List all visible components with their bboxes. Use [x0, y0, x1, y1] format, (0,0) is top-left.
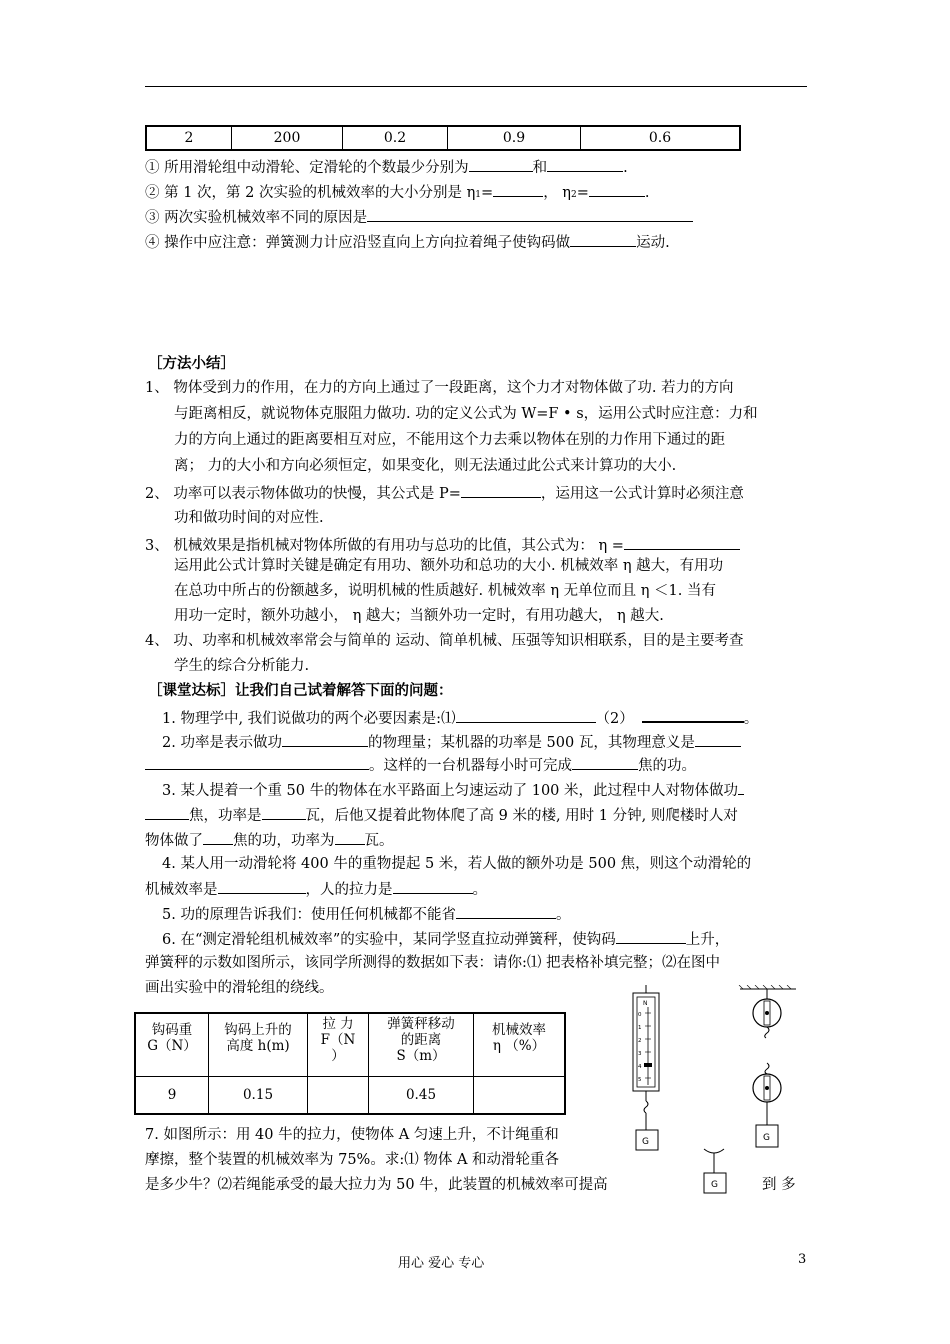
experiment-table-1 [145, 125, 741, 151]
blank[interactable] [616, 928, 686, 944]
table-cell: 2 [146, 126, 232, 150]
movable-pulley-icon [753, 1063, 781, 1147]
blank[interactable] [367, 206, 693, 222]
exercise-7-tail: 到 多 [762, 1177, 796, 1193]
blank[interactable] [469, 156, 533, 172]
blank[interactable] [572, 754, 638, 770]
weight-label: G [711, 1180, 718, 1190]
table-row [146, 126, 740, 150]
table-cell: 0.9 [448, 126, 581, 150]
exercise-5: 5. 功的原理告诉我们：使用任何机械都不能省 。 [162, 903, 570, 925]
section-title-classroom: ［课堂达标］让我们自己试着解答下面的问题： [148, 682, 453, 699]
table-header-cell: 钩码上升的 高度 h(m) [209, 1013, 308, 1077]
blank[interactable] [456, 903, 556, 919]
blank[interactable] [695, 731, 741, 747]
blank[interactable] [456, 707, 596, 723]
method-p3: 运用此公式计算时关键是确定有用功、额外功和总功的大小. 机械效率 η 越大，有用功 [174, 558, 724, 574]
method-p1: 1、 物体受到力的作用，在力的方向上通过了一段距离，这个力才对物体做了功. 若力的方向 [145, 380, 734, 396]
exercise-3: 3. 某人提着一个重 50 牛的物体在水平路面上匀速运动了 100 米，此过程中人对物体做功 [162, 779, 744, 801]
method-p1: 力的方向上通过的距离要相互对应，不能用这个力去乘以物体在别的力作用下通过的距 [174, 432, 725, 448]
exercise-4: 机械效率是 ，人的拉力是 。 [145, 878, 487, 900]
scale-unit: N [643, 1000, 648, 1007]
table-cell: 0.6 [581, 126, 741, 150]
table-cell-empty[interactable] [474, 1077, 566, 1115]
blank[interactable] [547, 156, 623, 172]
blank[interactable] [461, 482, 541, 498]
exercise-7: 7. 如图所示：用 40 牛的拉力，使物体 A 匀速上升，不计绳重和 [145, 1127, 559, 1143]
blank[interactable] [493, 181, 543, 197]
exercise-2: 。这样的一台机器每小时可完成 焦的功。 [145, 754, 696, 776]
table-cell-empty[interactable] [308, 1077, 369, 1115]
blank[interactable] [262, 804, 306, 820]
question-a3: ③ 两次实验机械效率不同的原因是 [145, 206, 693, 228]
exercise-4: 4. 某人用一动滑轮将 400 牛的重物提起 5 米，若人做的额外功是 500 焦，则这个动滑轮的 [162, 856, 752, 872]
q7-weight-icon [704, 1149, 726, 1193]
blank[interactable] [393, 878, 473, 894]
table-cell: 200 [232, 126, 343, 150]
header-rule [145, 86, 807, 87]
footer-motto: 用心 爱心 专心 [398, 1256, 485, 1271]
method-p1: 离； 力的大小和方向必须恒定，如果变化，则无法通过此公式来计算功的大小. [174, 458, 677, 474]
section-title-method: ［方法小结］ [148, 355, 235, 372]
table-header-cell: 机械效率 η （%） [474, 1013, 566, 1077]
exercise-1: 1. 物理学中, 我们说做功的两个必要因素是:⑴ （2） 。 [162, 706, 758, 729]
table-header-cell: 拉 力 F（N ） [308, 1013, 369, 1077]
question-a1: ① 所用滑轮组中动滑轮、定滑轮的个数最少分别为 和 . [145, 156, 628, 178]
blank[interactable] [589, 181, 645, 197]
fixed-pulley-icon [739, 985, 796, 1038]
blank[interactable] [642, 706, 744, 723]
pulley-figure [600, 985, 810, 1200]
exercise-6: 6. 在“测定滑轮组机械效率”的实验中，某同学竖直拉动弹簧秤，使钩码 上升， [162, 928, 729, 950]
method-p3: 3、 机械效果是指机械对物体所做的有用功与总功的比值，其公式为： η = [145, 534, 740, 556]
method-p2: 2、 功率可以表示物体做功的快慢，其公式是 P= ，运用这一公式计算时必须注意 [145, 482, 744, 504]
blank[interactable] [145, 754, 369, 770]
method-p4: 4、 功、功率和机械效率常会与简单的 运动、简单机械、压强等知识相联系，目的是主要考查 [145, 633, 744, 649]
blank[interactable] [145, 804, 189, 820]
scale-tick: 2 [638, 1038, 642, 1044]
exercise-7: 摩擦，整个装置的机械效率为 75%。求:⑴ 物体 A 和动滑轮重各 [145, 1152, 560, 1168]
table-cell: 9 [135, 1077, 209, 1115]
exercise-6: 弹簧秤的示数如图所示，该同学所测得的数据如下表：请你:⑴ 把表格补填完整；⑵在图中 [145, 955, 720, 971]
blank[interactable] [624, 534, 740, 550]
table-header-cell: 钩码重 G（N） [135, 1013, 209, 1077]
scale-tick: 4 [638, 1064, 642, 1070]
exercise-7: 是多少牛？⑵若绳能承受的最大拉力为 50 牛，此装置的机械效率可提高 [145, 1177, 608, 1193]
exercise-6: 画出实验中的滑轮组的绕线。 [145, 980, 334, 996]
table-cell: 0.15 [209, 1077, 308, 1115]
weight-label: G [642, 1137, 649, 1147]
scale-tick: 0 [638, 1012, 642, 1018]
exercise-2: 2. 功率是表示做功 的物理量；某机器的功率是 500 瓦，其物理意义是 [162, 731, 741, 753]
blank[interactable] [335, 829, 365, 845]
table-header-row [135, 1013, 565, 1077]
table-cell: 0.2 [343, 126, 448, 150]
table-row [135, 1077, 565, 1115]
scale-tick: 1 [638, 1025, 642, 1031]
blank[interactable] [218, 878, 306, 894]
exercise-3: 焦，功率是 瓦，后他又提着此物体爬了高 9 米的楼, 用时 1 分钟, 则爬楼时人对 [145, 804, 738, 826]
blank[interactable] [203, 829, 233, 845]
scale-tick: 5 [638, 1077, 642, 1083]
exercise-3: 物体做了 焦的功，功率为 瓦。 [145, 829, 394, 851]
blank[interactable] [738, 779, 744, 795]
method-p3: 在总功中所占的份额越多，说明机械的性质越好. 机械效率 η 无单位而且 η ＜1. 当有 [174, 583, 716, 599]
weight-label: G [763, 1133, 770, 1143]
method-p2: 功和做功时间的对应性. [174, 510, 324, 526]
table-cell: 0.45 [369, 1077, 474, 1115]
experiment-table-2 [134, 1012, 566, 1115]
question-a4: ④ 操作中应注意：弹簧测力计应沿竖直向上方向拉着绳子使钩码做 运动. [145, 231, 670, 253]
method-p1: 与距离相反，就说物体克服阻力做功. 功的定义公式为 W=F • s，运用公式时应注意：力和 [174, 406, 758, 422]
method-p4: 学生的综合分析能力. [174, 658, 310, 674]
method-p3: 用功一定时，额外功越小， η 越大；当额外功一定时，有用功越大， η 越大. [174, 608, 664, 624]
blank[interactable] [282, 731, 368, 747]
blank[interactable] [570, 231, 636, 247]
question-a2: ② 第 1 次，第 2 次实验的机械效率的大小分别是 η1= ， η2= . [145, 181, 649, 205]
table-header-cell: 弹簧秤移动 的距离 S（m） [369, 1013, 474, 1077]
scale-tick: 3 [638, 1051, 642, 1057]
spring-balance-icon [633, 985, 659, 1150]
page-number: 3 [798, 1252, 807, 1267]
